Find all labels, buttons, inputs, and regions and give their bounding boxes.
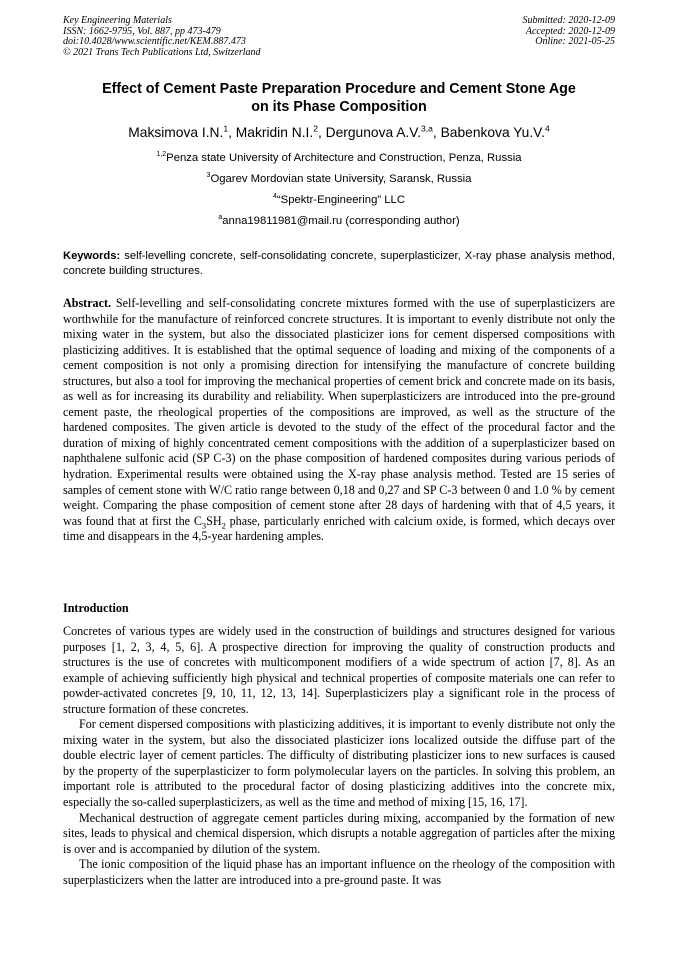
- affiliation-mark: 4: [272, 193, 277, 201]
- chemical-formula: [193, 513, 226, 531]
- submitted-date: Submitted: 2020-12-09: [522, 15, 615, 26]
- journal-header-left: [63, 16, 261, 58]
- formula-part: C: [193, 513, 202, 528]
- introduction-body: [63, 624, 615, 888]
- affiliation-3: [40, 193, 638, 207]
- author-separator: ,: [432, 125, 441, 140]
- accepted-date: Accepted: 2020-12-09: [525, 25, 615, 37]
- journal-header-right: [523, 16, 616, 48]
- author-name: Maksimova I.N.: [128, 125, 224, 140]
- author-name: Babenkova Yu.V.: [440, 125, 545, 140]
- keywords-text: self-levelling concrete, self-consolidating concrete, superplasticizer, X-ray phase analysis method, concrete building structures.: [63, 250, 615, 277]
- affiliation-mark: 3: [206, 172, 211, 180]
- abstract-text-end: phase, particularly enriched with calcium oxide, is formed, which decays over time and disappears in the 4,5-year hardening amples.: [63, 513, 615, 544]
- author-affiliation-mark: 1: [223, 123, 229, 134]
- paper-title: [63, 80, 615, 116]
- abstract: [63, 296, 615, 545]
- author: [326, 125, 441, 140]
- author-affiliation-mark: 4: [544, 123, 550, 134]
- author-name: Dergunova A.V.: [325, 125, 422, 140]
- affiliation-2: [40, 172, 638, 186]
- journal-copyright: © 2021 Trans Tech Publications Ltd, Switzerland: [63, 46, 261, 58]
- affiliation-email: [40, 214, 638, 228]
- formula-part: SH: [206, 513, 222, 528]
- formula-subscript: 3: [201, 520, 207, 531]
- journal-doi[interactable]: doi:10.4028/www.scientific.net/KEM.887.473: [63, 36, 246, 48]
- author: [236, 125, 326, 140]
- affiliation-mark: a: [218, 214, 223, 222]
- keywords-label: Keywords:: [63, 250, 121, 262]
- abstract-text: Self-levelling and self-consolidating concrete mixtures formed with the use of superplasticizers are worthwhile for the manufacture of reinforced concrete structures. It is important to evenly distribute not only the mixing water in the system, but also the dissociated plasticizer ions for cement dispersed compositions with plasticizing additives. It is established that the optimal sequence of loading and mixing of the components of a cement composition is not only a promising direction for intensifying the manufacture of concrete building structures, but also a tool for improving the mechanical properties of cement brick and concrete made on its basis, as well as for increasing its durability and reliability. When superplasticizers are introduced into the pre-ground cement paste, the rheological properties of the compositions are improved, as well as the structure of the hardened composites. The given article is devoted to the study of the effect of the procedural factor and the duration of mixing of highly concentrated cement compositions with the addition of a superplasticizer based on naphthalene sulfonic acid (SP C-3) on the phase composition of hardened composites during various periods of hydration. Experimental results were obtained using the X-ray phase analysis method. Tested are 15 series of samples of cement stone with W/C ratio range between 0,18 and 0,27 and SP C-3 between 0 and 1.0 % by cement weight. Comparing the phase composition of cement stone after 28 days of hardening with that of 4,5 years, it was found that at first the: [63, 296, 615, 528]
- author-name: Makridin N.I.: [235, 125, 314, 140]
- abstract-label: Abstract.: [63, 296, 112, 310]
- affiliation-1: [40, 151, 638, 165]
- affiliation-text: “Spektr-Engineering” LLC: [276, 194, 405, 206]
- corresponding-email[interactable]: anna19811981@mail.ru (corresponding author): [222, 215, 460, 227]
- formula-subscript: 2: [221, 520, 226, 531]
- paragraph: Mechanical destruction of aggregate cement particles during mixing, accompanied by the formation of new sites, leads to physical and chemical dispersion, which disrupts a notable aggregation of particles after the mixing is over and is accompanied by dilution of the system.: [63, 810, 615, 856]
- author-separator: ,: [228, 125, 236, 140]
- author-separator: ,: [317, 125, 326, 140]
- author-list: [40, 124, 638, 142]
- affiliation-text: Ogarev Mordovian state University, Saransk, Russia: [210, 173, 472, 185]
- section-heading-introduction: Introduction: [63, 601, 129, 615]
- paragraph: Concretes of various types are widely used in the construction of buildings and structures designed for various purposes [1, 2, 3, 4, 5, 6]. A prospective direction for improving the quality of construction products and structures is the use of concretes with multicomponent modifiers of a wide spectrum of action [7, 8]. As an example of achieving sufficiently high physical and technical properties of composite materials one can refer to powder-activated concretes [9, 10, 11, 12, 13, 14]. Superplasticizers play a significant role in the process of structure formation of these concretes.: [63, 624, 615, 716]
- affiliation-text: Penza state University of Architecture and Construction, Penza, Russia: [166, 152, 522, 164]
- title-line-1: Effect of Cement Paste Preparation Procedure and Cement Stone Age: [102, 81, 576, 97]
- paragraph: For cement dispersed compositions with plasticizing additives, it is important to evenly distribute not only the mixing water in the system, but also the dissociated plasticizer ions localized outside the diffuse part of the double electric layer of cement particles. The difficulty of distributing plasticizer ions to new surfaces is caused by the property of the superplasticizer to form polymolecular layers on the particles. In solving this problem, an important role is attributed to the procedural factor of dosing plasticizing additives into the concrete mix, especially the so-called superplasticizers, as well as the time and method of mixing [15, 16, 17].: [63, 717, 615, 810]
- journal-name: Key Engineering Materials: [63, 15, 172, 26]
- journal-issn: ISSN: 1662-9795, Vol. 887, pp 473-479: [63, 25, 221, 37]
- affiliation-mark: 1,2: [156, 151, 167, 159]
- author-affiliation-mark: 3,a: [421, 123, 433, 134]
- author-affiliation-mark: 2: [313, 123, 318, 134]
- paragraph: The ionic composition of the liquid phase has an important influence on the rheology of the composition with superplasticizers when the latter are introduced into a pre-ground paste. It was: [63, 857, 615, 887]
- author: [441, 125, 550, 140]
- author: [128, 125, 236, 140]
- title-line-2: on its Phase Composition: [251, 99, 427, 115]
- online-date: Online: 2021-05-25: [535, 36, 615, 48]
- keywords: [63, 249, 615, 279]
